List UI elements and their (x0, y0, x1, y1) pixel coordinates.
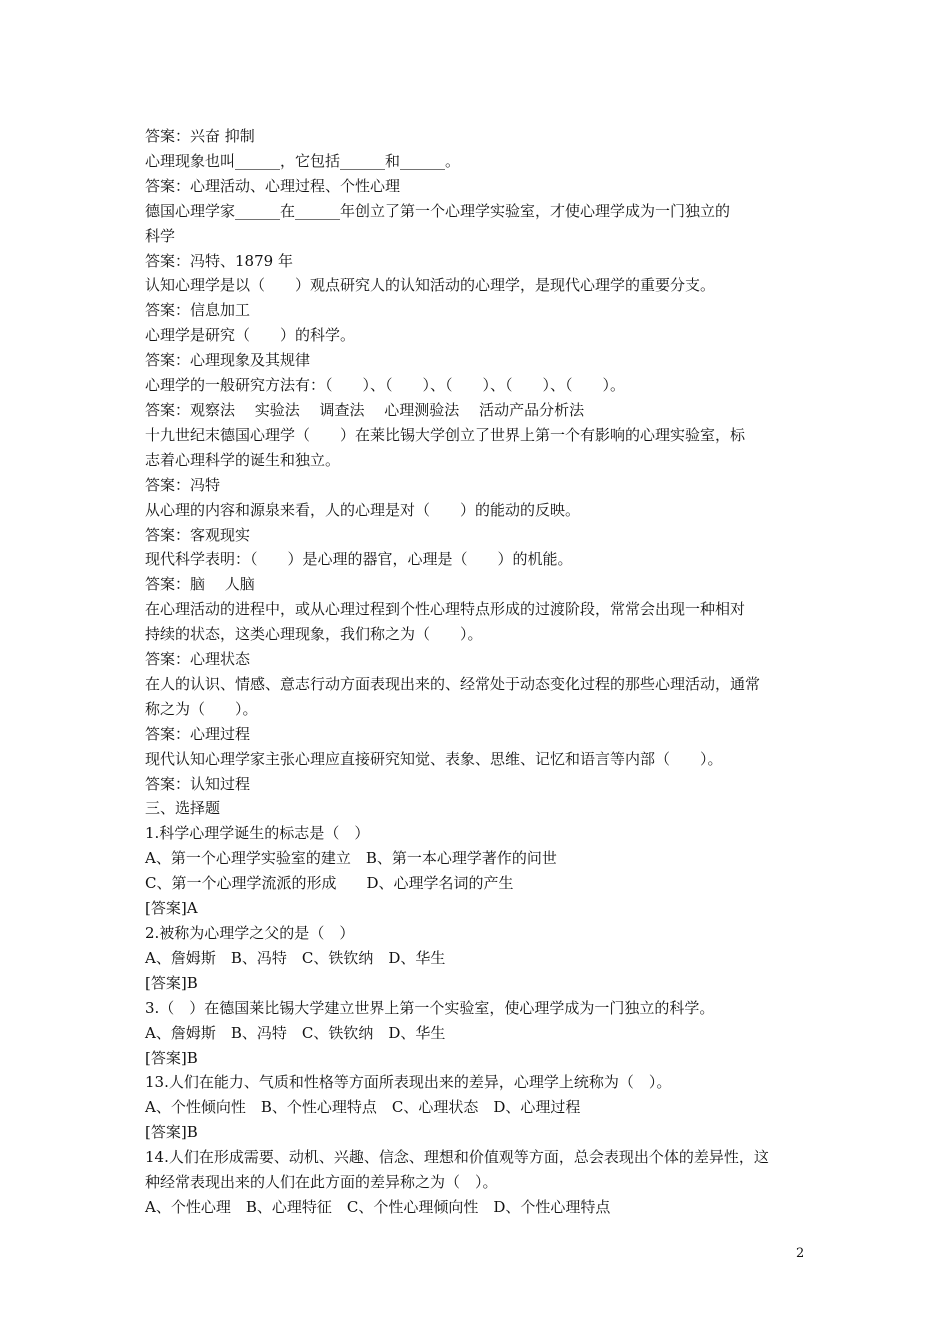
text-line: 答案：兴奋 抑制 (145, 127, 255, 145)
text-line: 答案：心理现象及其规律 (145, 351, 311, 370)
text-line: [答案]B (145, 1048, 198, 1067)
text-line: 十九世纪末德国心理学（ ）在莱比锡大学创立了世界上第一个有影响的心理实验室，标 (145, 425, 746, 444)
text-line: 从心理的内容和源泉来看，人的心理是对（ ）的能动的反映。 (145, 500, 581, 519)
text-line: 在心理活动的进程中，或从心理过程到个性心理特点形成的过渡阶段，常常会出现一种相对 (145, 600, 746, 619)
text-line: 答案：信息加工 (145, 301, 251, 320)
text-line: A、詹姆斯 B、冯特 C、铁钦纳 D、华生 (145, 1023, 446, 1042)
text-line: 答案：认知过程 (145, 774, 251, 793)
text-line: 1.科学心理学诞生的标志是（ ） (145, 824, 370, 843)
text-line: 志着心理科学的诞生和独立。 (145, 450, 341, 469)
text-line: 种经常表现出来的人们在此方面的差异称之为（ ）。 (145, 1173, 498, 1192)
text-line: A、第一个心理学实验室的建立 B、第一本心理学著作的问世 (145, 849, 557, 868)
text-line: 答案：脑 人脑 (145, 575, 255, 594)
page-number: 2 (796, 1246, 805, 1261)
text-line: 称之为（ ）。 (145, 699, 258, 718)
text-line: 答案：客观现实 (145, 525, 251, 544)
text-line: A、詹姆斯 B、冯特 C、铁钦纳 D、华生 (145, 948, 446, 967)
text-line: 答案：心理状态 (145, 650, 251, 669)
text-line: 13.人们在能力、气质和性格等方面所表现出来的差异，心理学上统称为（ ）。 (145, 1073, 672, 1092)
text-line: 心理现象也叫______，它包括______和______。 (145, 151, 461, 170)
text-line: C、第一个心理学流派的形成 D、心理学名词的产生 (145, 874, 514, 893)
page-body (145, 124, 810, 1220)
text-line: [答案]A (145, 899, 198, 918)
text-line: [答案]B (145, 1123, 198, 1142)
text-line: [答案]B (145, 973, 198, 992)
text-line: 答案：冯特、1879 年 (145, 251, 293, 270)
text-line: 2.被称为心理学之父的是（ ） (145, 924, 355, 942)
text-line: 德国心理学家______在______年创立了第一个心理学实验室，才使心理学成为一门独立的 (145, 201, 731, 220)
text-line: 持续的状态，这类心理现象，我们称之为（ ）。 (145, 625, 483, 644)
text-line: 心理学的一般研究方法有：（ ）、（ ）、（ ）、（ ）、（ ）。 (145, 376, 626, 395)
text-line: 现代认知心理学家主张心理应直接研究知觉、表象、思维、记忆和语言等内部（ ）。 (145, 749, 723, 768)
text-line: 答案：冯特 (145, 475, 221, 494)
text-line: 三、选择题 (145, 799, 221, 818)
text-line: 答案：心理活动、心理过程、个性心理 (145, 176, 401, 195)
text-line: A、个性心理 B、心理特征 C、个性心理倾向性 D、个性心理特点 (145, 1197, 611, 1216)
text-line: 答案：观察法 实验法 调查法 心理测验法 活动产品分析法 (145, 400, 585, 419)
text-line: A、个性倾向性 B、个性心理特点 C、心理状态 D、心理过程 (145, 1098, 581, 1117)
text-line: 答案：心理过程 (145, 724, 251, 743)
text-line: 现代科学表明：（ ）是心理的器官，心理是（ ）的机能。 (145, 550, 573, 569)
text-line: 在人的认识、情感、意志行动方面表现出来的、经常处于动态变化过程的那些心理活动，通常 (145, 674, 761, 693)
text-line: 14.人们在形成需要、动机、兴趣、信念、理想和价值观等方面，总会表现出个体的差异性，这 (145, 1148, 769, 1167)
text-line: 3.（ ）在德国莱比锡大学建立世界上第一个实验室，使心理学成为一门独立的科学。 (145, 998, 715, 1017)
text-line: 科学 (145, 226, 176, 245)
text-line: 心理学是研究（ ）的科学。 (145, 326, 356, 345)
text-line: 认知心理学是以（ ）观点研究人的认知活动的心理学，是现代心理学的重要分支。 (145, 276, 716, 295)
